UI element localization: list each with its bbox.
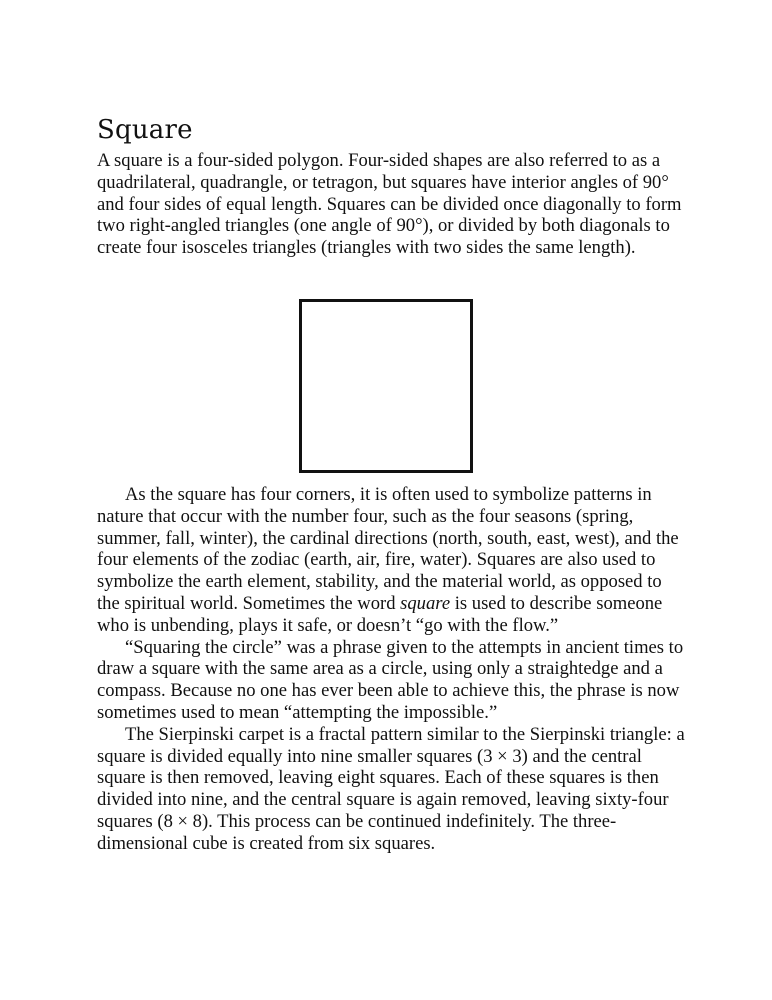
intro-paragraph — [97, 150, 687, 259]
intro-text: A square is a four-sided polygon. Four-sided shapes are also referred to as a quadrilateral, quadrangle, or tetragon, but squares have interior angles of 90° and four sides of equal length. Squares can be divided once diagonally to form two right-angled triangles (one angle of 90°), or divided by both diagonals to create four isosceles triangles (triangles with two sides the same length). — [97, 150, 682, 259]
square-shape — [299, 299, 473, 473]
squaring-circle-paragraph: “Squaring the circle” was a phrase given to the attempts in ancient times to draw a square with the same area as a circle, using only a straightedge and a compass. Because no one has ever been able to achieve this, the phrase is now sometimes used to mean “attempting the impossible.” — [97, 636, 684, 723]
page-title: Square — [97, 115, 193, 145]
symbolism-text-end: is used to describe someone who is unbending, plays it safe, or doesn’t “go with the flow.” — [97, 592, 663, 636]
body-paragraphs — [97, 484, 687, 855]
emphasized-word: square — [400, 592, 451, 614]
sierpinski-paragraph: The Sierpinski carpet is a fractal pattern similar to the Sierpinski triangle: a square is divided equally into nine smaller squares (3 × 3) and the central square is then removed, leaving eight squares. Each of these squares is then divided into nine, and the central square is again removed, leaving sixty-four squares (8 × 8). This process can be continued indefinitely. The three-dimensional cube is created from six squares. — [97, 723, 685, 854]
symbolism-text-start: As the square has four corners, it is often used to symbolize patterns in nature that occur with the number four, such as the four seasons (spring, summer, fall, winter), the cardinal directions (north, south, east, west), and the four elements of the zodiac (earth, air, fire, water). Squares are also used to symbolize the earth element, stability, and the material world, as opposed to the spiritual world. Sometimes the word — [97, 484, 679, 614]
square-illustration — [299, 299, 473, 473]
symbolism-paragraph — [97, 484, 687, 637]
